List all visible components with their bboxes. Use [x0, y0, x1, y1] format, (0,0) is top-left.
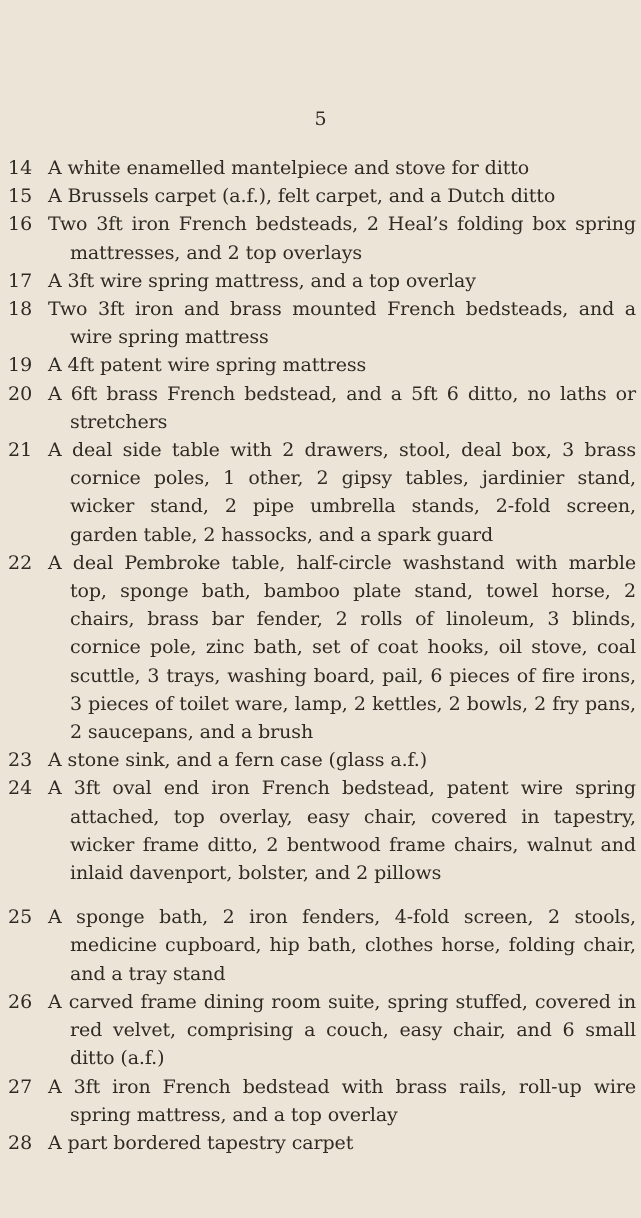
- lot-description: A 3ft wire spring mattress, and a top overlay: [48, 269, 476, 292]
- lot-description: A deal side table with 2 drawers, stool, deal box, 3 brass cornice poles, 1 other, 2 gipsy tables, jardinier stand, wicker stand, 2 pipe umbrella stands, 2-fold screen, garden table, 2 hassocks, and a spark guard: [48, 439, 636, 546]
- lot-item: [8, 774, 636, 887]
- lot-item: [8, 1073, 636, 1129]
- lot-item: [8, 380, 636, 436]
- lot-description: A 6ft brass French bedstead, and a 5ft 6 ditto, no laths or stretchers: [48, 382, 636, 433]
- lot-description: A 3ft oval end iron French bedstead, patent wire spring attached, top overlay, easy chair, covered in tapestry, wicker frame ditto, 2 bentwood frame chairs, walnut and inlaid davenport, bolster, and 2 pillows: [48, 777, 636, 885]
- lot-item: [8, 1129, 636, 1157]
- lot-description: A deal Pembroke table, half-circle washstand with marble top, sponge bath, bamboo plate stand, towel horse, 2 chairs, brass bar fender, 2 rolls of linoleum, 3 blinds, cornice pole, zinc bath, set of coat hooks, oil stove, coal scuttle, 3 trays, washing board, pail, 6 pieces of fire irons, 3 pieces of toilet ware, lamp, 2 kettles, 2 bowls, 2 fry pans, 2 saucepans, and a brush: [48, 551, 636, 744]
- page-number: 5: [314, 108, 327, 130]
- lot-description: A white enamelled mantelpiece and stove for ditto: [48, 157, 530, 179]
- lot-item: [8, 436, 636, 549]
- lot-item: [8, 903, 636, 988]
- lot-number: 18: [8, 298, 33, 321]
- lot-number: 24: [8, 777, 33, 800]
- lot-number: 26: [8, 990, 33, 1013]
- lot-description: A 4ft patent wire spring mattress: [48, 354, 367, 377]
- lot-item: [8, 988, 636, 1073]
- lot-number: 14: [8, 157, 33, 179]
- lot-number: 21: [8, 439, 33, 462]
- lot-item: [8, 746, 636, 774]
- lot-item: [8, 295, 636, 351]
- lot-number: 23: [8, 749, 33, 772]
- lot-list: [8, 154, 636, 1157]
- lot-number: 19: [8, 354, 33, 377]
- lot-number: 27: [8, 1075, 33, 1098]
- lot-item: [8, 154, 636, 182]
- lot-number: 28: [8, 1131, 33, 1154]
- lot-item: [8, 267, 636, 295]
- lot-description: A sponge bath, 2 iron fenders, 4-fold screen, 2 stools, medicine cupboard, hip bath, clothes horse, folding chair, and a tray stand: [48, 906, 636, 985]
- lot-description: A part bordered tapestry carpet: [48, 1131, 354, 1154]
- lot-number: 22: [8, 551, 33, 574]
- lot-number: 25: [8, 906, 33, 929]
- lot-number: 16: [8, 213, 33, 236]
- lot-description: Two 3ft iron and brass mounted French bedsteads, and a wire spring mattress: [48, 298, 636, 349]
- lot-number: 20: [8, 382, 33, 405]
- lot-description: A Brussels carpet (a.f.), felt carpet, and a Dutch ditto: [48, 185, 556, 208]
- lot-description: Two 3ft iron French bedsteads, 2 Heal’s folding box spring mattresses, and 2 top overlays: [48, 213, 636, 264]
- lot-item: [8, 549, 636, 746]
- lot-description: A 3ft iron French bedstead with brass rails, roll-up wire spring mattress, and a top overlay: [48, 1075, 636, 1126]
- lot-description: A carved frame dining room suite, spring stuffed, covered in red velvet, comprising a couch, easy chair, and 6 small ditto (a.f.): [48, 990, 636, 1070]
- lot-number: 15: [8, 185, 33, 208]
- lot-number: 17: [8, 269, 33, 292]
- lot-description: A stone sink, and a fern case (glass a.f.): [48, 749, 428, 772]
- lot-item: [8, 210, 636, 266]
- lot-item: [8, 182, 636, 210]
- lot-item: [8, 351, 636, 379]
